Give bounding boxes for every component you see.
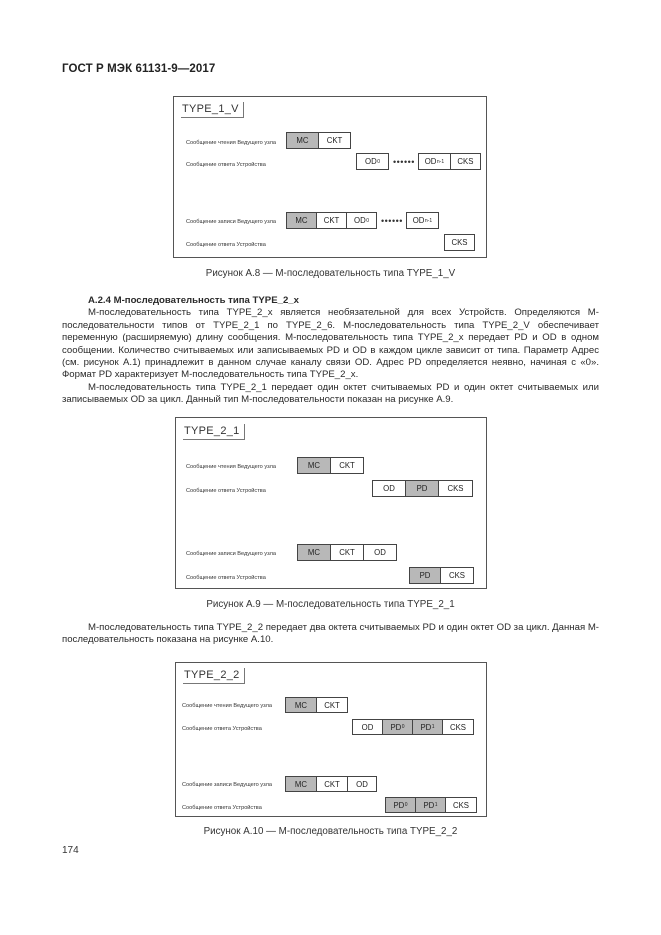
cell-ckt: CKT xyxy=(316,776,348,792)
cell-cks: CKS xyxy=(438,480,473,497)
master-read-frame xyxy=(285,697,348,713)
device-reply-frame xyxy=(352,719,474,735)
cell-od: OD xyxy=(363,544,397,561)
device-reply-frame xyxy=(372,480,473,497)
label-master-read: Сообщение чтения Ведущего узла xyxy=(182,703,273,709)
label-device-reply: Сообщение ответа Устройства xyxy=(182,726,262,732)
section-heading: А.2.4 М-последовательность типа TYPE_2_x xyxy=(88,295,299,306)
document-header: ГОСТ Р МЭК 61131-9—2017 xyxy=(62,63,216,75)
cell-mc: MC xyxy=(286,212,317,229)
pd-text: PD xyxy=(423,800,435,810)
cell-od0 xyxy=(346,212,377,229)
section-text-2 xyxy=(62,622,599,647)
label-device-reply: Сообщение ответа Устройства xyxy=(186,242,266,248)
figure-caption: Рисунок А.9 — М-последовательность типа TYPE_2_1 xyxy=(206,599,455,610)
od-text: OD xyxy=(354,216,366,225)
cell-cks: CKS xyxy=(440,567,474,584)
cell-pd0 xyxy=(382,719,413,735)
device-reply-frame xyxy=(356,153,481,170)
device-reply-frame-2 xyxy=(385,797,477,813)
cell-cks: CKS xyxy=(450,153,481,170)
cell-pd: PD xyxy=(405,480,439,497)
od-index: 0 xyxy=(377,158,380,165)
label-device-reply: Сообщение ответа Устройства xyxy=(182,805,262,811)
label-device-reply: Сообщение ответа Устройства xyxy=(186,162,266,168)
pd-index: 1 xyxy=(434,802,438,808)
figure-caption: Рисунок А.8 — М-последовательность типа TYPE_1_V xyxy=(205,268,456,279)
od-index: n-1 xyxy=(424,217,433,224)
device-reply-frame-2 xyxy=(444,234,475,251)
figure-a8 xyxy=(173,96,487,258)
cell-cks: CKS xyxy=(442,719,474,735)
label-device-reply: Сообщение ответа Устройства xyxy=(186,488,266,494)
od-text: OD xyxy=(412,216,425,225)
label-master-write: Сообщение записи Ведущего узла xyxy=(186,551,276,557)
pd-text: PD xyxy=(393,800,405,810)
cell-pd0 xyxy=(385,797,416,813)
section-text xyxy=(62,295,599,407)
cell-ckt: CKT xyxy=(316,212,347,229)
cell-cks: CKS xyxy=(444,234,475,251)
figure-a10 xyxy=(175,662,487,817)
cell-od: OD xyxy=(372,480,406,497)
figure-a9 xyxy=(175,417,487,589)
figure-title: TYPE_1_V xyxy=(181,102,244,118)
cell-od: OD xyxy=(347,776,377,792)
ellipsis: •••••• xyxy=(393,156,415,167)
figure-title: TYPE_2_2 xyxy=(183,668,245,684)
master-write-frame xyxy=(286,212,439,229)
paragraph: М-последовательность типа TYPE_2_1 передает один октет считываемых PD и один октет считываемых или записываемых OD за цикл. Данный тип М-последовательности показан на рисунке А.9. xyxy=(62,381,599,406)
od-text: OD xyxy=(365,157,377,166)
cell-ckt: CKT xyxy=(330,544,364,561)
cell-pd: PD xyxy=(409,567,441,584)
master-read-frame xyxy=(297,457,364,474)
pd-index: 0 xyxy=(404,802,408,808)
cell-ckt: CKT xyxy=(316,697,348,713)
cell-odn xyxy=(418,153,451,170)
od-index: n-1 xyxy=(436,158,445,165)
pd-index: 0 xyxy=(401,724,405,730)
cell-pd1 xyxy=(415,797,446,813)
cell-mc: MC xyxy=(286,132,319,149)
cell-od: OD xyxy=(352,719,383,735)
master-read-frame xyxy=(286,132,351,149)
label-master-read: Сообщение чтения Ведущего узла xyxy=(186,140,277,146)
pd-text: PD xyxy=(420,722,432,732)
cell-ckt: CKT xyxy=(330,457,364,474)
label-master-write: Сообщение записи Ведущего узла xyxy=(182,782,272,788)
device-reply-frame-2 xyxy=(409,567,474,584)
label-device-reply: Сообщение ответа Устройства xyxy=(186,575,266,581)
cell-mc: MC xyxy=(297,544,331,561)
master-write-frame xyxy=(285,776,377,792)
page-number: 174 xyxy=(62,845,79,856)
label-master-write: Сообщение записи Ведущего узла xyxy=(186,219,276,225)
figure-title: TYPE_2_1 xyxy=(183,424,245,440)
cell-cks: CKS xyxy=(445,797,477,813)
cell-mc: MC xyxy=(297,457,331,474)
cell-mc: MC xyxy=(285,697,317,713)
master-write-frame xyxy=(297,544,397,561)
cell-pd1 xyxy=(412,719,443,735)
ellipsis: •••••• xyxy=(381,215,403,226)
cell-mc: MC xyxy=(285,776,317,792)
cell-odn xyxy=(406,212,439,229)
pd-index: 1 xyxy=(431,724,435,730)
label-master-read: Сообщение чтения Ведущего узла xyxy=(186,464,277,470)
paragraph: М-последовательность типа TYPE_2_2 передает два октета считываемых PD и один октет OD за цикл. Данная М-последовательность показана на рисунке А.10. xyxy=(62,622,599,646)
cell-od0 xyxy=(356,153,389,170)
cell-ckt: CKT xyxy=(318,132,351,149)
pd-text: PD xyxy=(390,722,402,732)
od-index: 0 xyxy=(366,217,369,224)
paragraph: М-последовательность типа TYPE_2_x является необязательной для всех Устройств. Определяются М-последовательности типов от TYPE_2_1 по TYPE_2_6. М-последовательность типа TYPE_2_V обеспечивает переменную (расширяемую) длину сообщения. М-последовательность типа TYPE_2_x передает PD и OD в одном сообщении. Количество считываемых или записываемых PD и OD в каждом цикле зависит от типа. Параметр Адрес (см. рисунок А.1) принадлежит в данном случае каналу связи OD. Адрес PD определяется неявно, начиная с «0». Формат PD характеризует М-последовательность типа TYPE_2_x. xyxy=(62,307,599,381)
figure-caption: Рисунок А.10 — М-последовательность типа TYPE_2_2 xyxy=(203,826,458,837)
od-text: OD xyxy=(424,157,437,166)
